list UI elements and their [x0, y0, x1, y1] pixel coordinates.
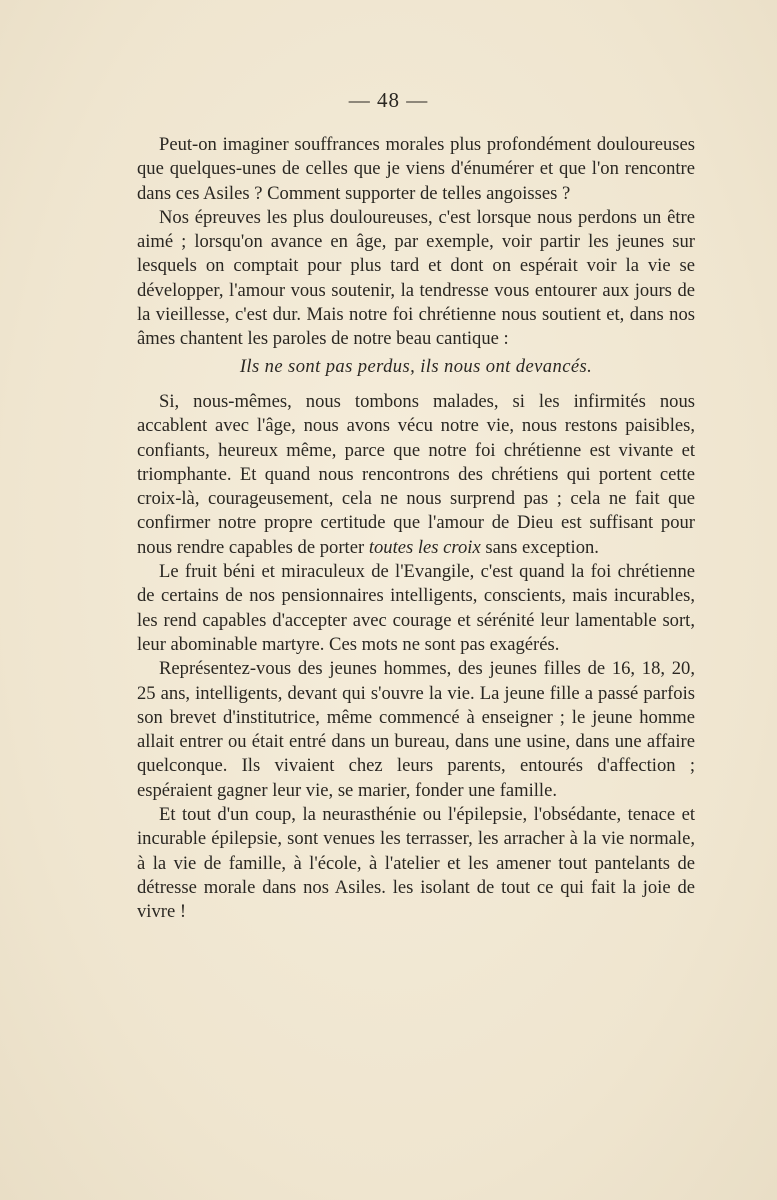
paragraph-5: Représentez-vous des jeunes hommes, des jeunes filles de 16, 18, 20, 25 ans, intelligents, devant qui s'ouvre la vie. La jeune fille a passé parfois son brevet d'institutrice, même commencé à enseigner ; le jeune homme allait entrer ou était entré dans un bureau, dans une usine, dans une affaire quelconque. Ils vivaient chez leurs parents, entourés d'affection ; espéraient gagner leur vie, se marier, fonder une famille.	[137, 658, 695, 801]
paragraph-4: Le fruit béni et miraculeux de l'Evangile, c'est quand la foi chrétienne de certains de nos pensionnaires intelligents, conscients, mais incurables, les rend capables d'accepter avec courage et sérénité leur lamentable sort, leur abominable martyre. Ces mots ne sont pas exagérés.	[137, 561, 695, 655]
paragraph-3-emphasis: toutes les croix	[368, 536, 481, 558]
hymn-quote: Ils ne sont pas perdus, ils nous ont devancés.	[239, 355, 593, 377]
paragraph-2: Nos épreuves les plus douloureuses, c'est lorsque nous perdons un être aimé ; lorsqu'on avance en âge, par exemple, voir partir les jeunes sur lesquels on comptait pour plus tard et dont on espérait voir la vie se développer, l'amour vous soutenir, la tendresse vous entourer aux jours de la vieillesse, c'est dur. Mais notre foi chrétienne nous soutient et, dans nos âmes chantent les paroles de notre beau cantique :	[137, 206, 695, 350]
paragraph-1: Peut-on imaginer souffrances morales plus profondément douloureuses que quelques-unes de celles que je viens d'énumérer et que l'on rencontre dans ces Asiles ? Comment supporter de telles angoisses ?	[137, 134, 695, 204]
paragraph-3	[137, 390, 695, 560]
paragraph-3-end: sans exception.	[480, 536, 599, 558]
page-number: — 48 —	[348, 88, 429, 112]
body-text	[137, 133, 695, 925]
paragraph-3-text: Si, nous-mêmes, nous tombons malades, si les infirmités nous accablent avec l'âge, nous avons vécu notre vie, nous restons paisibles, confiants, heureux même, parce que notre foi chrétienne est vivante et triomphante. Et quand nous rencontrons des chrétiens qui portent cette croix-là, courageusement, cela ne nous surprend pas ; cela ne fait que confirmer notre propre certitude que l'amour de Dieu est suffisant pour nous rendre capables de porter	[137, 390, 695, 558]
paragraph-6: Et tout d'un coup, la neurasthénie ou l'épilepsie, l'obsédante, tenace et incurable épilepsie, sont venues les terrasser, les arracher à la vie normale, à la vie de famille, à l'école, à l'atelier et les amener tout pantelants de détresse morale dans nos Asiles. les isolant de tout ce qui fait la joie de vivre !	[137, 804, 695, 923]
